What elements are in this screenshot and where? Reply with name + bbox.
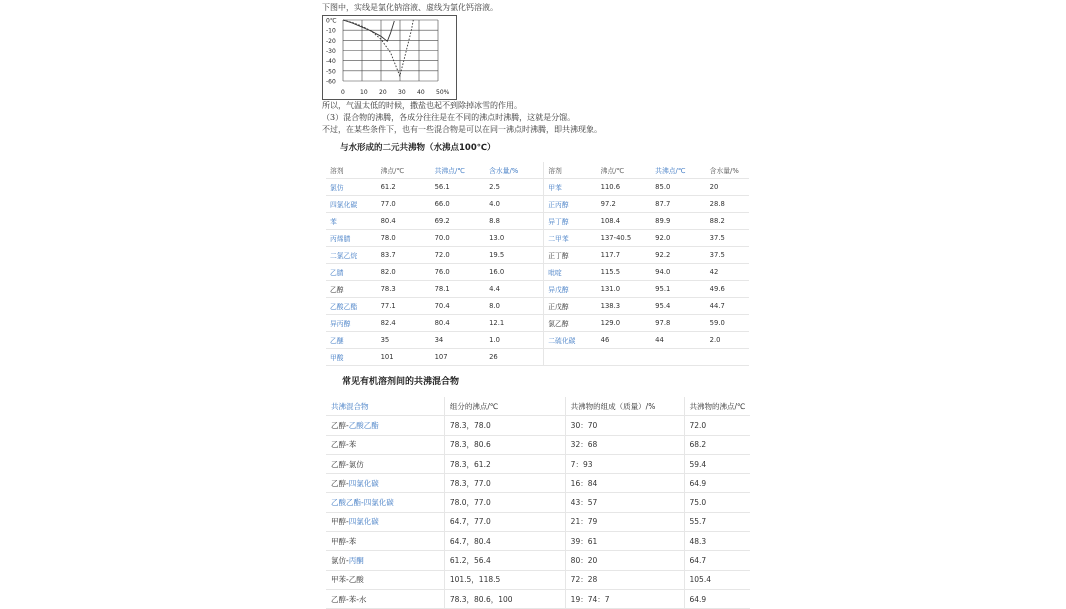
table1-link[interactable]: 苯 [330,218,337,226]
x-tick-label: 0 [341,89,345,96]
table1-link[interactable]: 二硫化碳 [548,337,576,345]
table1-cell [431,298,486,315]
table1-cell [544,315,597,332]
table1-text: 78.0 [380,234,396,242]
table1-cell [651,213,706,230]
table1-text: 44.7 [709,302,725,310]
table2-cell: 64.9 [684,589,750,608]
table2-row [326,512,750,531]
table1-text: 97.8 [655,319,671,327]
y-tick-label: 0℃ [326,17,337,25]
table1-link[interactable]: 正丙醇 [548,201,569,209]
table2-row [326,493,750,512]
table1-cell [377,213,431,230]
table1-cell [544,213,597,230]
azeotrope-name-text: 甲苯-乙酸 [331,575,364,585]
azeotrope-name-text: 乙醇- [331,478,349,488]
table1-cell [597,281,652,298]
table1-link[interactable]: 含水量/% [489,167,519,175]
table1-cell [431,179,486,196]
table1-row [326,315,749,332]
table1-cell [651,230,706,247]
table1-link[interactable]: 四氯化碳 [330,201,358,209]
table1-cell [706,281,749,298]
table1-text: 87.7 [655,200,671,208]
table1-header-cell [544,162,597,179]
table2-cell: 39：61 [565,532,684,551]
table1-cell [485,179,544,196]
table1-cell [431,196,486,213]
table1-link[interactable]: 丙烯腈 [330,235,351,243]
table1-cell [544,298,597,315]
table1-text: 19.5 [489,251,505,259]
table1-link[interactable]: 吡啶 [548,269,562,277]
table2-cell: 78.3，77.0 [444,474,565,493]
table1-cell [485,196,544,213]
table1-text: 80.4 [380,217,396,225]
table2-header-cell: 共沸物的沸点/℃ [684,397,750,416]
table1-cell [544,247,597,264]
table1-text: 89.9 [655,217,671,225]
freezing-point-chart [322,15,457,100]
table1-text: 20 [709,183,719,191]
table1-cell [706,315,749,332]
azeotrope-name-text: 乙醇-苯 [331,440,357,450]
table1-cell [651,315,706,332]
table1-cell [544,349,597,366]
table1-link[interactable]: 二氯乙烷 [330,252,358,260]
table1-text: 沸点/℃ [380,167,405,175]
azeotrope-name-link[interactable]: 四氯化碳 [348,517,379,527]
azeotrope-name-cell [326,493,444,512]
table1-text: 13.0 [489,234,505,242]
table1-cell [431,264,486,281]
azeotrope-name-text: 乙醇-苯-水 [331,594,367,604]
table1-text: 97.2 [600,200,616,208]
table2-cell: 72.0 [684,416,750,435]
azeotrope-name-cell [326,435,444,454]
table1-cell [377,179,431,196]
table1-cell [651,349,706,366]
table2-cell: 32：68 [565,435,684,454]
table1-text: 44 [655,336,664,344]
table1-cell [485,230,544,247]
table2-cell: 21：79 [565,512,684,531]
table1-cell [431,281,486,298]
azeotrope-name-text: 氯仿- [331,556,349,566]
table1-text: 101 [380,353,394,361]
table1-text: 46 [600,336,610,344]
table1-text: 4.0 [489,200,500,208]
azeotrope-name-link[interactable]: 乙酸乙酯-四氯化碳 [331,498,394,508]
table1-cell [431,315,486,332]
table1-text: 77.0 [380,200,396,208]
intro-line-2: 所以，气温太低的时候，撒盐也起不到除掉冰雪的作用。 [322,101,522,110]
azeotrope-name-text: 乙醇- [331,420,349,430]
table2-cell: 61.2，56.4 [444,551,565,570]
table1-cell [377,349,431,366]
table1-cell [544,179,597,196]
table1-header-cell [377,162,431,179]
table1-cell [485,315,544,332]
table1-text: 8.8 [489,217,500,225]
table2-cell: 80：20 [565,551,684,570]
table1-text: 76.0 [434,268,450,276]
y-tick-label: -20 [326,37,336,45]
series-line-solid [343,20,394,41]
table1-text: 1.0 [489,336,500,344]
table1-link[interactable]: 乙醚 [330,337,344,345]
table1-cell [326,247,377,264]
table1-text: 92.2 [655,251,671,259]
table1-text: 82.0 [380,268,396,276]
table1-text: 氯乙醇 [548,320,569,328]
table1-text: 85.0 [655,183,671,191]
table1-cell [377,332,431,349]
table1-text: 26 [489,353,498,361]
table1-cell [706,230,749,247]
table1-cell [326,315,377,332]
table2-row [326,589,750,608]
table1-cell [651,298,706,315]
table2-header-row [326,397,750,416]
table1-text: 88.2 [709,217,725,225]
table1-text: 正戊醇 [548,303,569,311]
table1-link[interactable]: 甲酸 [330,354,344,362]
table2-cell: 64.7，80.4 [444,532,565,551]
table1-text: 16.0 [489,268,505,276]
table1-text: 含水量/% [709,167,739,175]
table2-title: 常见有机溶剂间的共沸混合物 [342,377,460,387]
table1-text: 78.3 [380,285,396,293]
table2-row [326,435,750,454]
solvent-azeotrope-table [326,397,750,609]
table2-cell: 30：70 [565,416,684,435]
table1-link[interactable]: 异丁醇 [548,218,569,226]
table1-row [326,298,749,315]
table1-cell [326,264,377,281]
table1-cell [431,230,486,247]
table1-cell [326,332,377,349]
table1-header-cell [706,162,749,179]
table1-cell [597,332,652,349]
table1-cell [326,196,377,213]
table1-text: 92.0 [655,234,671,242]
table2-cell: 78.3，61.2 [444,454,565,473]
azeotrope-name-cell [326,589,444,608]
table1-cell [597,315,652,332]
azeotrope-name-link[interactable]: 丙酮 [348,556,364,566]
table1-header-row [326,162,749,179]
table1-cell [544,332,597,349]
table1-cell [377,264,431,281]
table1-text: 110.6 [600,183,621,191]
y-tick-label: -30 [326,48,336,55]
table1-cell [597,196,652,213]
table1-text: 69.2 [434,217,450,225]
table1-text: 34 [434,336,444,344]
y-tick-label: -50 [326,68,336,76]
azeotrope-water-table [326,162,749,366]
azeotrope-name-cell [326,416,444,435]
table1-text: 沸点/℃ [600,167,625,175]
table2-row [326,416,750,435]
table1-cell [485,298,544,315]
table1-text: 28.8 [709,200,725,208]
table1-text: 59.0 [709,319,725,327]
table1-cell [651,332,706,349]
table1-text: 37.5 [709,251,725,259]
table1-text: 77.1 [380,302,396,310]
table1-text: 117.7 [600,251,621,259]
azeotrope-name-link[interactable]: 乙酸乙酯 [348,420,379,430]
table2-cell: 78.0，77.0 [444,493,565,512]
table1-cell [706,298,749,315]
table2-cell: 7：93 [565,454,684,473]
table1-cell [544,281,597,298]
table1-cell [377,298,431,315]
azeotrope-name-cell [326,551,444,570]
table1-cell [597,264,652,281]
table1-cell [431,213,486,230]
table1-text: 107 [434,353,448,361]
table1-cell [326,281,377,298]
y-tick-label: -60 [326,78,336,86]
table1-text: 溶剂 [548,167,562,175]
table1-row [326,332,749,349]
table2-row [326,570,750,589]
table2-cell: 64.7，77.0 [444,512,565,531]
table2-cell: 78.3，80.6，100 [444,589,565,608]
table1-text: 137-40.5 [600,234,632,242]
intro-caption: 下图中，实线是氯化钠溶液、虚线为氯化钙溶液。 [322,3,498,12]
table1-cell [326,179,377,196]
table1-link[interactable]: 乙酸乙酯 [330,303,358,311]
table1-cell [706,213,749,230]
table2-cell: 64.7 [684,551,750,570]
table1-header-cell [431,162,486,179]
table1-link[interactable]: 二甲苯 [548,235,569,243]
table1-text: 42 [709,268,719,276]
table1-cell [485,264,544,281]
series-line-dashed [343,20,413,76]
y-tick-label: -40 [326,58,336,66]
table1-cell [485,247,544,264]
table1-text: 2.5 [489,183,500,191]
table1-text: 乙醇 [330,286,344,294]
azeotrope-name-text: 甲醇-苯 [331,536,357,546]
table1-cell [651,281,706,298]
x-tick-label: 30 [398,89,406,96]
table1-cell [485,349,544,366]
table1-link[interactable]: 共沸点/℃ [434,167,465,175]
table2-cell: 55.7 [684,512,750,531]
table1-text: 66.0 [434,200,450,208]
table1-header-cell [485,162,544,179]
table1-cell [377,281,431,298]
table1-cell [706,264,749,281]
x-tick-label: 40 [417,89,425,96]
x-tick-label: 10 [360,89,368,96]
x-tick-label: 20 [379,89,387,96]
table1-cell [485,281,544,298]
table1-cell [651,179,706,196]
azeotrope-name-cell [326,474,444,493]
table2-header-cell: 组分的沸点/℃ [444,397,565,416]
table1-text: 61.2 [380,183,396,191]
table1-cell [326,349,377,366]
table2-cell: 19：74：7 [565,589,684,608]
table1-link[interactable]: 甲苯 [548,184,562,192]
table1-cell [651,264,706,281]
table1-text: 131.0 [600,285,621,293]
table1-row [326,247,749,264]
table1-text: 4.4 [489,285,500,293]
table2-row [326,551,750,570]
table1-text: 35 [380,336,390,344]
table1-text: 正丁醇 [548,252,569,260]
table1-cell [706,196,749,213]
table2-cell: 105.4 [684,570,750,589]
table1-text: 70.0 [434,234,450,242]
table1-cell [326,230,377,247]
table1-link[interactable]: 异戊醇 [548,286,569,294]
y-tick-label: -10 [326,27,336,35]
table1-cell [326,298,377,315]
azeotrope-name-link[interactable]: 四氯化碳 [348,478,379,488]
table1-text: 70.4 [434,302,450,310]
table1-text: 2.0 [709,336,721,344]
table1-row [326,230,749,247]
table1-text: 82.4 [380,319,396,327]
azeotrope-name-text: 甲醇- [331,517,349,527]
chart-svg [323,16,456,99]
table1-text: 78.1 [434,285,450,293]
table1-text: 37.5 [709,234,725,242]
table1-header-cell [597,162,652,179]
intro-line-4: 不过，在某些条件下，也有一些混合物是可以在同一沸点时沸腾，即共沸现象。 [322,125,602,134]
table1-text: 72.0 [434,251,450,259]
intro-line-3: （3）混合物的沸腾，各成分往往是在不同的沸点时沸腾，这就是分馏。 [322,113,576,122]
table1-text: 8.0 [489,302,500,310]
table1-link[interactable]: 共沸点/℃ [655,167,686,175]
table1-cell [706,332,749,349]
azeotrope-name-cell [326,512,444,531]
table1-text: 129.0 [600,319,621,327]
table1-text: 12.1 [489,319,505,327]
table1-cell [651,196,706,213]
table2-header-cell: 共沸物的组成（质量）/% [565,397,684,416]
table1-cell [597,213,652,230]
table1-cell [431,349,486,366]
table1-cell [597,349,652,366]
table2-cell: 101.5，118.5 [444,570,565,589]
table1-cell [706,247,749,264]
table1-title: 与水形成的二元共沸物（水沸点100℃） [340,143,496,153]
table1-text: 95.1 [655,285,671,293]
table1-text: 49.6 [709,285,725,293]
table1-cell [377,230,431,247]
table1-row [326,349,749,366]
table2-cell: 78.3，78.0 [444,416,565,435]
table1-text: 56.1 [434,183,450,191]
table1-cell [431,247,486,264]
table1-cell [377,196,431,213]
table2-cell: 64.9 [684,474,750,493]
table1-cell [485,213,544,230]
azeotrope-name-text: 乙醇-氯仿 [331,459,364,469]
table2-cell: 16：84 [565,474,684,493]
table1-row [326,179,749,196]
table1-text: 115.5 [600,268,621,276]
table1-cell [544,264,597,281]
table2-header-cell[interactable]: 共沸混合物 [326,397,444,416]
table2-cell: 48.3 [684,532,750,551]
table2-cell: 72：28 [565,570,684,589]
table1-link[interactable]: 乙腈 [330,269,344,277]
table1-text: 80.4 [434,319,450,327]
table1-cell [326,213,377,230]
table1-cell [485,332,544,349]
table2-row [326,454,750,473]
table1-text: 138.3 [600,302,621,310]
table2-cell: 43：57 [565,493,684,512]
table2-cell: 75.0 [684,493,750,512]
table1-header-cell [326,162,377,179]
table1-text: 94.0 [655,268,671,276]
table1-cell [544,230,597,247]
table1-row [326,281,749,298]
table1-row [326,264,749,281]
table2-cell: 68.2 [684,435,750,454]
table1-cell [706,349,749,366]
table1-cell [597,230,652,247]
azeotrope-name-cell [326,532,444,551]
table1-text: 95.4 [655,302,671,310]
x-tick-label: 50% [436,89,450,96]
table1-cell [431,332,486,349]
table1-link[interactable]: 异丙醇 [330,320,351,328]
table1-cell [377,315,431,332]
table1-row [326,196,749,213]
azeotrope-name-cell [326,454,444,473]
table1-cell [597,179,652,196]
table2-cell: 78.3，80.6 [444,435,565,454]
table2-cell: 59.4 [684,454,750,473]
table1-cell [377,247,431,264]
table2-row [326,532,750,551]
table1-cell [706,179,749,196]
table1-cell [651,247,706,264]
table1-text: 83.7 [380,251,396,259]
table1-cell [544,196,597,213]
table1-row [326,213,749,230]
table1-cell [597,247,652,264]
table1-text: 108.4 [600,217,621,225]
table1-text: 溶剂 [330,167,344,175]
azeotrope-name-cell [326,570,444,589]
table1-link[interactable]: 氯仿 [330,184,344,192]
table1-header-cell [651,162,706,179]
table2-row [326,474,750,493]
table1-cell [597,298,652,315]
